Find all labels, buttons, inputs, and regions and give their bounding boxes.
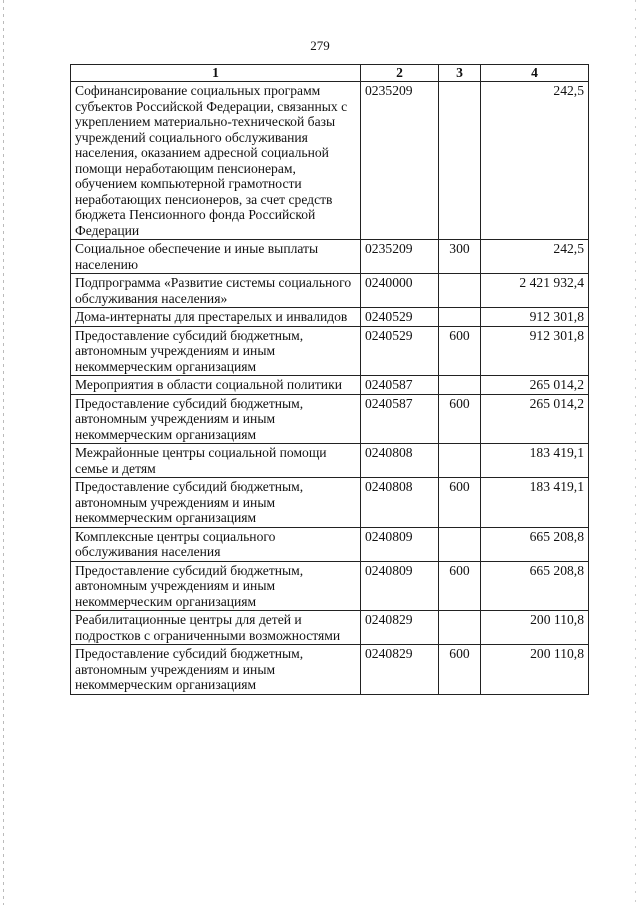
row-type-cell: [439, 444, 481, 478]
row-name-cell: Предоставление субсидий бюджетным, автономным учреждениям и иным некоммерческим организациям: [71, 478, 361, 528]
table-row: [71, 376, 589, 395]
row-type-cell: 600: [439, 645, 481, 695]
table-row: [71, 527, 589, 561]
row-amount-cell: 242,5: [481, 240, 589, 274]
row-name-cell: Мероприятия в области социальной политики: [71, 376, 361, 395]
table-row: [71, 611, 589, 645]
row-type-cell: [439, 308, 481, 327]
row-name-cell: Подпрограмма «Развитие системы социального обслуживания населения»: [71, 274, 361, 308]
row-type-cell: 300: [439, 240, 481, 274]
row-amount-cell: 912 301,8: [481, 308, 589, 327]
row-name-cell: Дома-интернаты для престарелых и инвалидов: [71, 308, 361, 327]
column-header-type: 3: [439, 65, 481, 82]
row-type-cell: 600: [439, 326, 481, 376]
row-name-cell: Софинансирование социальных программ субъектов Российской Федерации, связанных с укреплением материально-технической базы учреждений социального обслуживания населения, оказанием адресной социальной помощи неработающим пенсионерам, обучением компьютерной грамотности неработающих пенсионеров, за счет средств бюджета Пенсионного фонда Российской Федерации: [71, 82, 361, 240]
row-type-cell: 600: [439, 478, 481, 528]
row-amount-cell: 665 208,8: [481, 527, 589, 561]
row-name-cell: Предоставление субсидий бюджетным, автономным учреждениям и иным некоммерческим организациям: [71, 394, 361, 444]
table-row: [71, 444, 589, 478]
row-code-cell: 0240587: [361, 376, 439, 395]
table-row: [71, 478, 589, 528]
row-amount-cell: 183 419,1: [481, 478, 589, 528]
table-row: [71, 82, 589, 240]
row-code-cell: 0240829: [361, 645, 439, 695]
row-name-cell: Предоставление субсидий бюджетным, автономным учреждениям и иным некоммерческим организациям: [71, 645, 361, 695]
row-amount-cell: 665 208,8: [481, 561, 589, 611]
row-code-cell: 0240587: [361, 394, 439, 444]
row-name-cell: Реабилитационные центры для детей и подростков с ограниченными возможностями: [71, 611, 361, 645]
column-header-amount: 4: [481, 65, 589, 82]
row-name-cell: Межрайонные центры социальной помощи семье и детям: [71, 444, 361, 478]
row-type-cell: [439, 376, 481, 395]
row-code-cell: 0240529: [361, 308, 439, 327]
row-code-cell: 0240809: [361, 561, 439, 611]
row-name-cell: Комплексные центры социального обслуживания населения: [71, 527, 361, 561]
row-name-cell: Социальное обеспечение и иные выплаты населению: [71, 240, 361, 274]
budget-table: [70, 64, 589, 695]
row-type-cell: [439, 274, 481, 308]
row-amount-cell: 912 301,8: [481, 326, 589, 376]
row-type-cell: 600: [439, 561, 481, 611]
row-amount-cell: 2 421 932,4: [481, 274, 589, 308]
row-name-cell: Предоставление субсидий бюджетным, автономным учреждениям и иным некоммерческим организациям: [71, 326, 361, 376]
row-type-cell: [439, 611, 481, 645]
row-code-cell: 0235209: [361, 82, 439, 240]
row-code-cell: 0235209: [361, 240, 439, 274]
table-body: [71, 82, 589, 695]
table-row: [71, 308, 589, 327]
row-amount-cell: 200 110,8: [481, 645, 589, 695]
column-header-name: 1: [71, 65, 361, 82]
page-number: 279: [310, 38, 330, 53]
table-row: [71, 326, 589, 376]
row-amount-cell: 265 014,2: [481, 394, 589, 444]
row-amount-cell: 200 110,8: [481, 611, 589, 645]
row-code-cell: 0240809: [361, 527, 439, 561]
table-row: [71, 274, 589, 308]
table-row: [71, 394, 589, 444]
table-header-row: [71, 65, 589, 82]
table-row: [71, 240, 589, 274]
column-header-code: 2: [361, 65, 439, 82]
row-code-cell: 0240529: [361, 326, 439, 376]
row-code-cell: 0240808: [361, 478, 439, 528]
scan-edge-left: [3, 0, 4, 905]
row-amount-cell: 242,5: [481, 82, 589, 240]
row-type-cell: [439, 527, 481, 561]
row-code-cell: 0240808: [361, 444, 439, 478]
table-row: [71, 645, 589, 695]
row-code-cell: 0240000: [361, 274, 439, 308]
table-row: [71, 561, 589, 611]
row-code-cell: 0240829: [361, 611, 439, 645]
row-type-cell: 600: [439, 394, 481, 444]
scan-edge-right: [635, 0, 636, 905]
row-name-cell: Предоставление субсидий бюджетным, автономным учреждениям и иным некоммерческим организациям: [71, 561, 361, 611]
row-amount-cell: 265 014,2: [481, 376, 589, 395]
row-type-cell: [439, 82, 481, 240]
row-amount-cell: 183 419,1: [481, 444, 589, 478]
